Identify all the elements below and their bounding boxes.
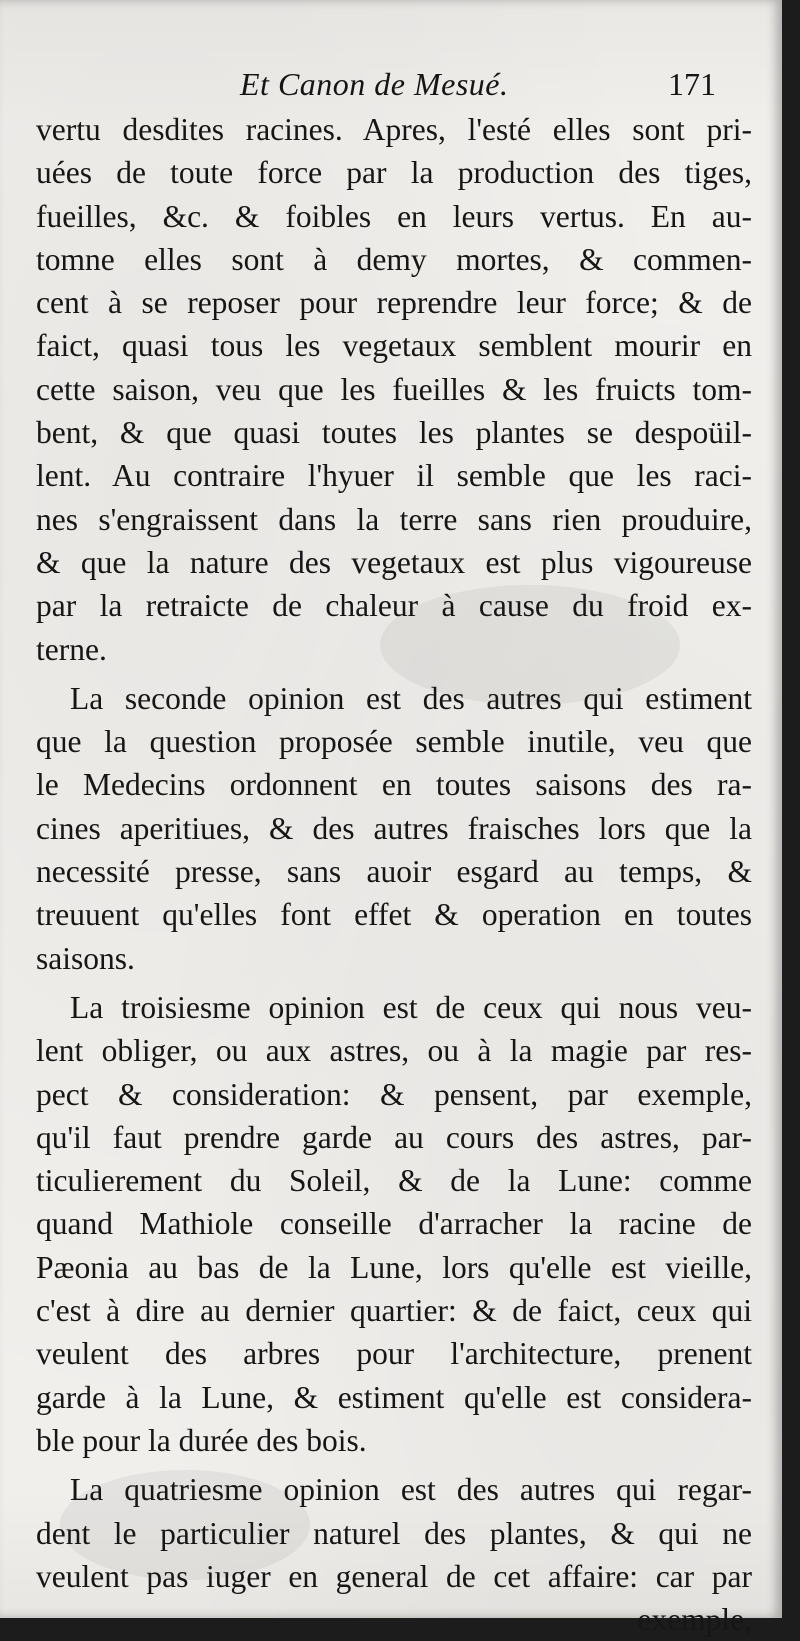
text-line: par la retraicte de chaleur à cause du froid ex- bbox=[36, 588, 752, 624]
running-title: Et Canon de Mesué. bbox=[240, 66, 509, 102]
text-line: nes s'engraissent dans la terre sans rien prouduire, bbox=[36, 501, 752, 537]
text-line: garde à la Lune, & estiment qu'elle est considera- bbox=[36, 1379, 752, 1415]
text-line: La quatriesme opinion est des autres qui regar- bbox=[70, 1472, 752, 1508]
text-line: La troisiesme opinion est de ceux qui nous veu- bbox=[70, 989, 752, 1025]
text-line: cent à se reposer pour reprendre leur force; & de bbox=[36, 285, 752, 321]
text-line: le Medecins ordonnent en toutes saisons des ra- bbox=[36, 767, 752, 803]
text-line: cines aperitiues, & des autres fraisches lors que la bbox=[36, 810, 752, 846]
text-line: lent obliger, ou aux astres, ou à la magie par res- bbox=[36, 1033, 752, 1069]
text-line: ble pour la durée des bois. bbox=[36, 1422, 367, 1458]
text-line: La seconde opinion est des autres qui estiment bbox=[70, 680, 752, 716]
text-line: faict, quasi tous les vegetaux semblent mourir en bbox=[36, 328, 752, 364]
text-line: veulent des arbres pour l'architecture, prenent bbox=[36, 1336, 752, 1372]
text-line: c'est à dire au dernier quartier: & de faict, ceux qui bbox=[36, 1293, 752, 1329]
text-line: cette saison, veu que les fueilles & les fruicts tom- bbox=[36, 371, 752, 407]
text-line: veulent pas iuger en general de cet affaire: car par bbox=[36, 1558, 752, 1594]
text-line: & que la nature des vegetaux est plus vigoureuse bbox=[36, 544, 752, 580]
text-line: lent. Au contraire l'hyuer il semble que les raci- bbox=[36, 458, 752, 494]
text-line: tomne elles sont à demy mortes, & commen- bbox=[36, 241, 752, 277]
text-line: qu'il faut prendre garde au cours des astres, par- bbox=[36, 1119, 752, 1155]
text-line: vertu desdites racines. Apres, l'esté elles sont pri- bbox=[36, 112, 752, 147]
text-line: ticulierement du Soleil, & de la Lune: comme bbox=[36, 1163, 752, 1199]
text-line: saisons. bbox=[36, 940, 135, 976]
text-line: pect & consideration: & pensent, par exemple, bbox=[36, 1076, 752, 1112]
text-line: treuuent qu'elles font effet & operation en toutes bbox=[36, 897, 752, 933]
text-line: bent, & que quasi toutes les plantes se despoüil- bbox=[36, 415, 752, 451]
text-line: terne. bbox=[36, 631, 107, 667]
text-line: Pæonia au bas de la Lune, lors qu'elle est vieille, bbox=[36, 1249, 752, 1285]
page-header bbox=[0, 62, 782, 110]
text-line: quand Mathiole conseille d'arracher la racine de bbox=[36, 1206, 752, 1242]
text-line: dent le particulier naturel des plantes, & qui ne bbox=[36, 1515, 752, 1551]
text-line: que la question proposée semble inutile, veu que bbox=[36, 724, 752, 760]
catchword: exemple, bbox=[637, 1602, 752, 1638]
text-line: fueilles, &c. & foibles en leurs vertus. En au- bbox=[36, 198, 752, 234]
text-line: uées de toute force par la production des tiges, bbox=[36, 155, 752, 191]
body-text bbox=[36, 108, 752, 1641]
text-line: necessité presse, sans auoir esgard au temps, & bbox=[36, 854, 752, 890]
page-number: 171 bbox=[668, 66, 716, 102]
